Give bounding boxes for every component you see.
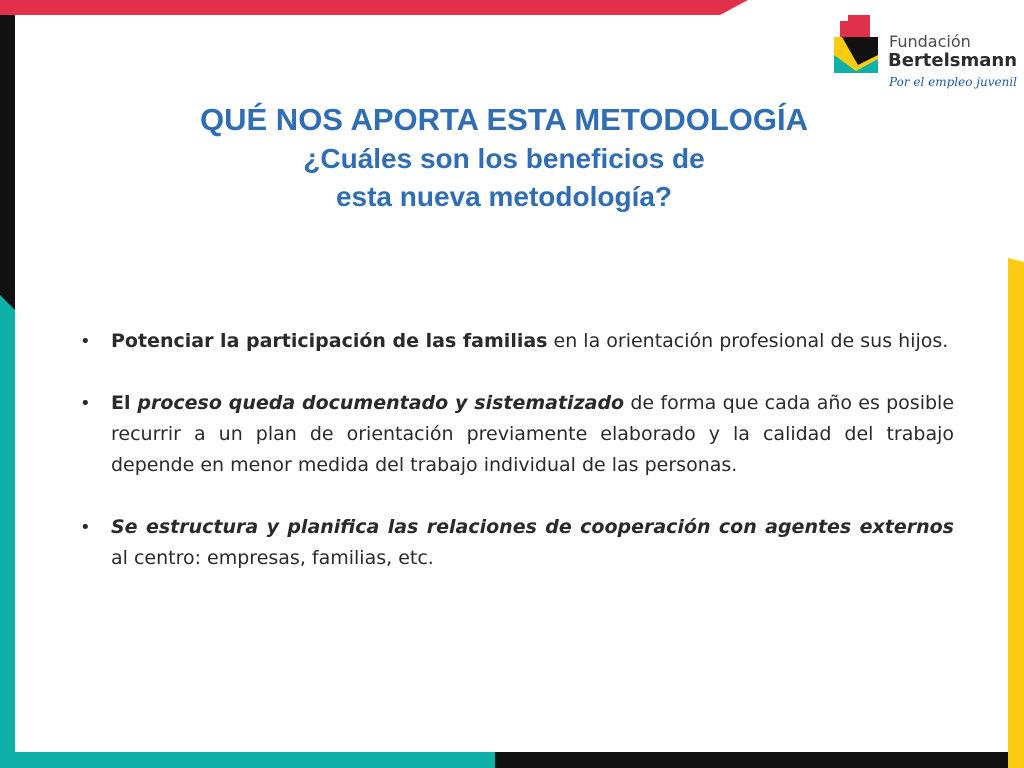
frame-left-black xyxy=(0,15,15,310)
page-title: QUÉ NOS APORTA ESTA METODOLOGÍA xyxy=(200,102,808,137)
bullet-text-segment: en la orientación profesional de sus hijos. xyxy=(547,330,949,352)
subtitle-line-1: ¿Cuáles son los beneficios de xyxy=(303,143,705,174)
logo-name-top: Fundación xyxy=(889,32,971,51)
frame-top-red xyxy=(0,0,748,15)
logo-mark-icon xyxy=(832,15,880,73)
bullet-text-segment: proceso queda documentado y sistematizado xyxy=(137,392,625,414)
bullet-text-segment: Potenciar la participación de las familias xyxy=(111,330,548,352)
bullet-dot-icon: • xyxy=(80,517,91,538)
bullet-item xyxy=(76,326,954,357)
bullet-list xyxy=(76,326,954,574)
bullet-dot-icon: • xyxy=(80,331,91,352)
bullet-text-segment: Se estructura y planifica las relaciones de cooperación con agentes externos xyxy=(111,516,954,538)
bullet-text-segment: de forma que cada año es posible recurrir a un plan de orientación previamente elaborado y la calidad del trabajo depende en menor medida del trabajo individual de las personas. xyxy=(111,392,955,476)
bullet-text-segment: El xyxy=(111,392,138,414)
logo-tagline: Por el empleo juvenil xyxy=(889,75,1017,89)
bullet-dot-icon: • xyxy=(80,393,91,414)
bullet-item xyxy=(76,388,954,481)
bullet-content xyxy=(76,326,954,574)
logo-name-bottom: Bertelsmann xyxy=(888,50,1018,71)
subtitle-line-2: esta nueva metodología? xyxy=(335,181,673,212)
bullet-item xyxy=(76,512,954,574)
frame-left-teal xyxy=(0,295,15,768)
title-block xyxy=(100,100,908,216)
logo xyxy=(832,15,1018,95)
bullet-text-segment: al centro: empresas, familias, etc. xyxy=(111,547,434,569)
frame-right-yellow xyxy=(1008,258,1024,768)
frame-bottom-teal xyxy=(0,752,495,768)
frame-bottom-black xyxy=(495,752,1024,768)
